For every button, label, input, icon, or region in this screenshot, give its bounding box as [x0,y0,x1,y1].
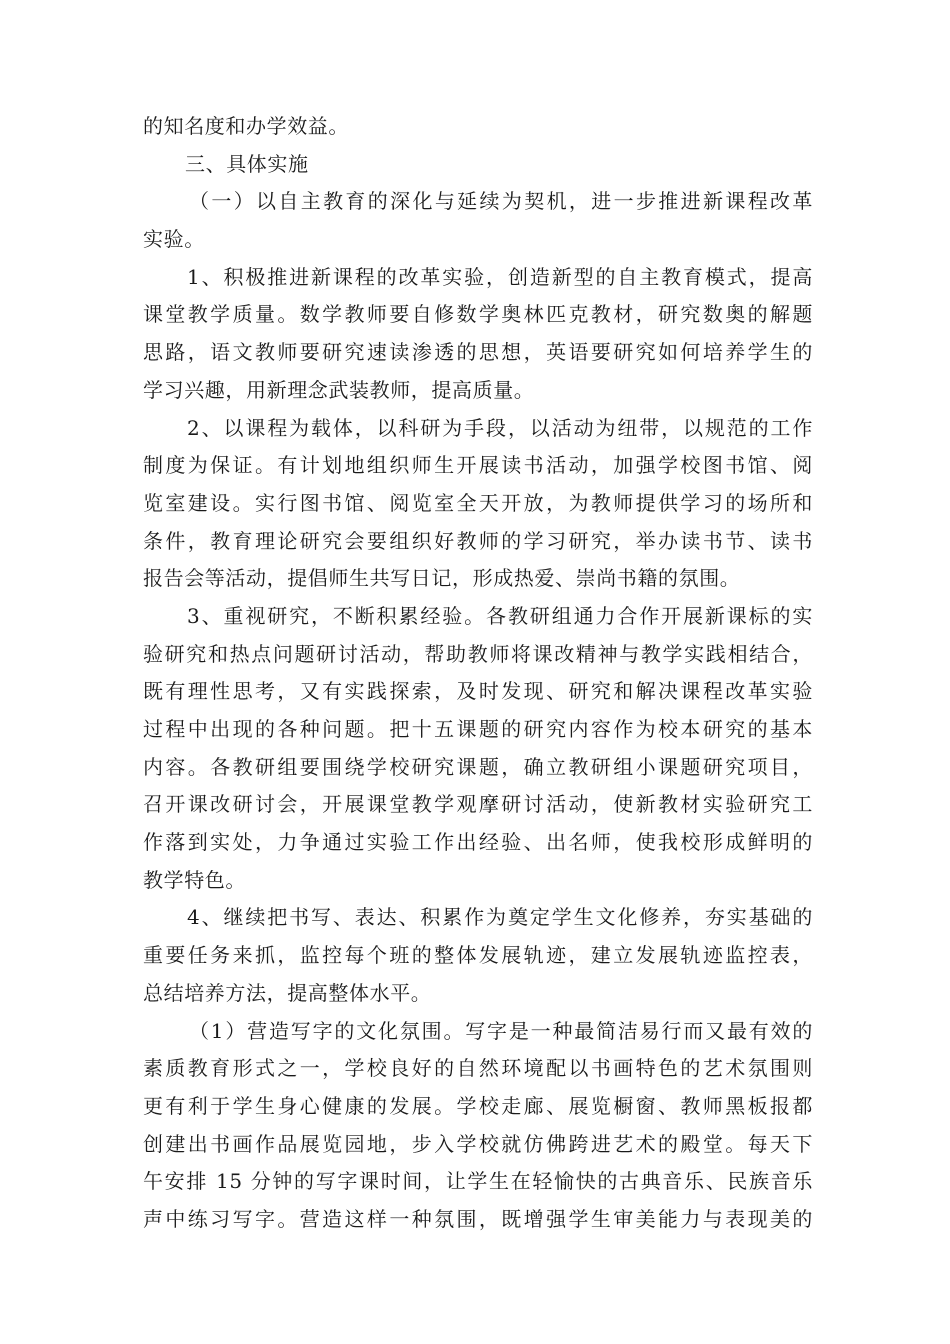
text-line: 召开课改研讨会，开展课堂教学观摩研讨活动，使新教材实验研究工 [143,792,813,817]
paragraph-start: 4、继续把书写、表达、积累作为奠定学生文化修养，夯实基础的 [187,905,813,930]
text-line: 作落到实处，力争通过实验工作出经验、出名师，使我校形成鲜明的 [143,830,813,855]
text-line: 午安排 15 分钟的写字课时间，让学生在轻愉快的古典音乐、民族音乐 [143,1169,813,1194]
paragraph-start: 3、重视研究，不断积累经验。各教研组通力合作开展新课标的实 [187,603,813,628]
text-line: 既有理性思考，又有实践探索，及时发现、研究和解决课程改革实验 [143,679,813,704]
text-line: 实验。 [143,227,205,252]
paragraph-start: 2、以课程为载体，以科研为手段，以活动为纽带，以规范的工作 [187,415,813,440]
document-body [143,108,813,1239]
text-line: 过程中出现的各种问题。把十五课题的研究内容作为校本研究的基本 [143,717,813,741]
text-line: 课堂教学质量。数学教师要自修数学奥林匹克教材，研究数奥的解题 [143,302,813,327]
text-line: 的知名度和办学效益。 [143,114,349,138]
text-line: 教学特色。 [143,867,246,892]
text-line: 思路，语文教师要研究速读渗透的思想，英语要研究如何培养学生的 [143,340,813,365]
text-line: 内容。各教研组要围绕学校研究课题，确立教研组小课题研究项目， [143,754,813,779]
text-line: 素质教育形式之一，学校良好的自然环境配以书画特色的艺术氛围则 [143,1056,813,1081]
text-line: 重要任务来抓，监控每个班的整体发展轨迹，建立发展轨迹监控表， [143,943,813,968]
text-line: 声中练习写字。营造这样一种氛围，既增强学生审美能力与表现美的 [143,1206,813,1231]
text-line: 总结培养方法，提高整体水平。 [143,980,432,1005]
paragraph-start: 1、积极推进新课程的改革实验，创造新型的自主教育模式，提高 [187,264,813,289]
section-heading: 三、具体实施 [185,151,309,176]
text-line: 学习兴趣，用新理念武装教师，提高质量。 [143,377,535,402]
text-line: 条件，教育理论研究会要组织好教师的学习研究，举办读书节、读书 [143,528,813,553]
text-line: 览室建设。实行图书馆、阅览室全天开放，为教师提供学习的场所和 [143,490,813,515]
paragraph-start: （1）营造写字的文化氛围。写字是一种最简洁易行而又最有效的 [189,1018,813,1043]
text-line: 制度为保证。有计划地组织师生开展读书活动，加强学校图书馆、阅 [143,453,813,478]
text-line: 报告会等活动，提倡师生共写日记，形成热爱、崇尚书籍的氛围。 [143,566,741,591]
text-line: 验研究和热点问题研讨活动，帮助教师将课改精神与教学实践相结合， [143,641,813,666]
text-line: 创建出书画作品展览园地，步入学校就仿佛跨进艺术的殿堂。每天下 [143,1131,813,1156]
subsection-heading: （一）以自主教育的深化与延续为契机，进一步推进新课程改革 [189,189,813,214]
text-line: 更有利于学生身心健康的发展。学校走廊、展览橱窗、教师黑板报都 [143,1093,813,1118]
